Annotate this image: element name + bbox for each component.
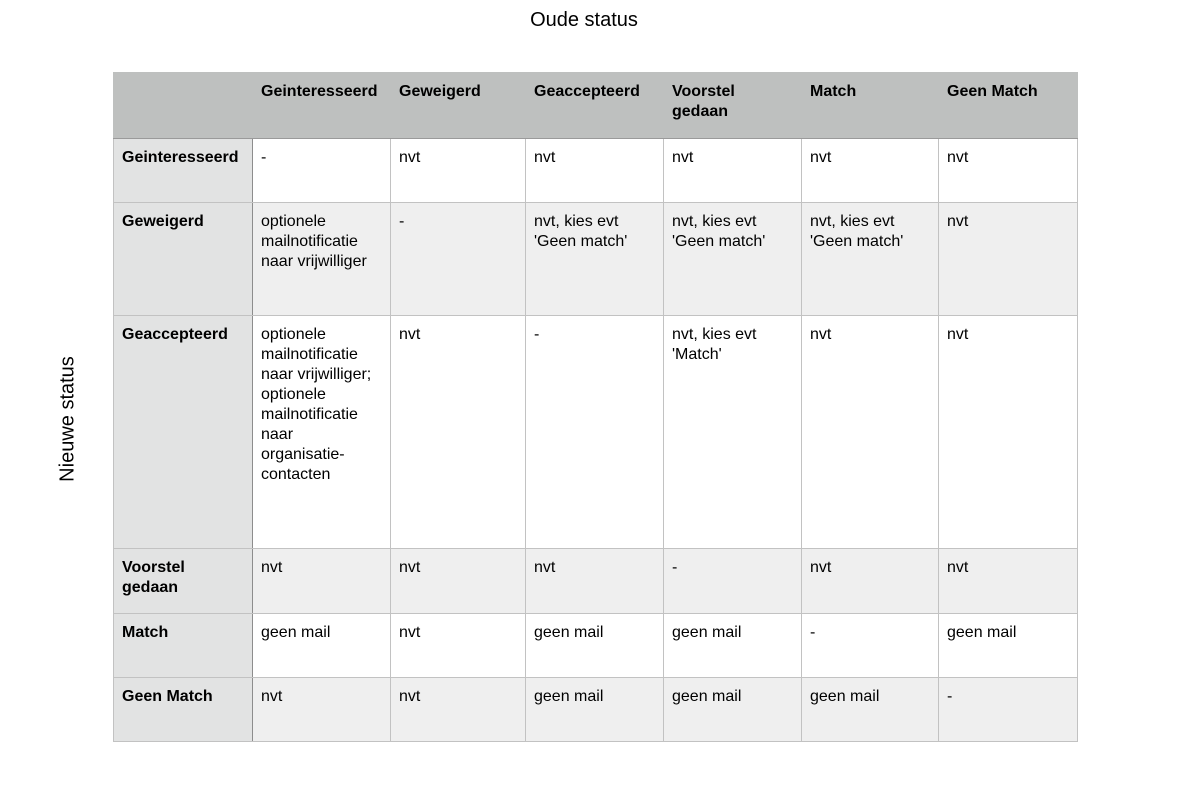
- column-header: Geinteresseerd: [253, 73, 391, 139]
- table-cell: optionele mailnotificatie naar vrijwilliger; optionele mailnotificatie naar organisatie- contacten: [253, 316, 391, 549]
- table-cell: -: [253, 139, 391, 203]
- table-cell: nvt: [391, 549, 526, 614]
- table-cell: nvt: [939, 203, 1078, 316]
- table-cell: nvt: [939, 549, 1078, 614]
- table-cell: geen mail: [526, 614, 664, 678]
- table-row: [114, 139, 1078, 203]
- table-cell: nvt: [664, 139, 802, 203]
- table-cell: geen mail: [664, 678, 802, 742]
- table-row: [114, 203, 1078, 316]
- table-cell: nvt: [391, 139, 526, 203]
- column-header: Geaccepteerd: [526, 73, 664, 139]
- table-cell: geen mail: [253, 614, 391, 678]
- table-cell: optionele mailnotificatie naar vrijwilliger: [253, 203, 391, 316]
- table-row: [114, 678, 1078, 742]
- table-cell: nvt: [939, 139, 1078, 203]
- table-cell: nvt: [526, 549, 664, 614]
- row-header: Geweigerd: [114, 203, 253, 316]
- corner-cell: [114, 73, 253, 139]
- column-header: Voorstel gedaan: [664, 73, 802, 139]
- table-cell: nvt: [802, 139, 939, 203]
- header-row: [114, 73, 1078, 139]
- table-cell: nvt, kies evt 'Geen match': [526, 203, 664, 316]
- table-cell: nvt, kies evt 'Geen match': [802, 203, 939, 316]
- table-cell: nvt: [802, 549, 939, 614]
- table-row: [114, 549, 1078, 614]
- table-cell: -: [664, 549, 802, 614]
- table-cell: nvt: [802, 316, 939, 549]
- table-row: [114, 614, 1078, 678]
- column-axis-title: Oude status: [530, 9, 638, 31]
- table-cell: nvt: [253, 678, 391, 742]
- status-transition-table: [113, 72, 1078, 742]
- table-cell: nvt: [391, 316, 526, 549]
- table-cell: -: [391, 203, 526, 316]
- table-cell: geen mail: [526, 678, 664, 742]
- table-row: [114, 316, 1078, 549]
- table-cell: nvt: [939, 316, 1078, 549]
- table-cell: nvt, kies evt 'Match': [664, 316, 802, 549]
- row-header: Voorstel gedaan: [114, 549, 253, 614]
- table-cell: -: [939, 678, 1078, 742]
- table-cell: geen mail: [939, 614, 1078, 678]
- row-header: Geinteresseerd: [114, 139, 253, 203]
- row-header: Geaccepteerd: [114, 316, 253, 549]
- table-cell: nvt: [391, 614, 526, 678]
- table-cell: -: [526, 316, 664, 549]
- row-header: Geen Match: [114, 678, 253, 742]
- table-cell: -: [802, 614, 939, 678]
- row-axis-title: Nieuwe status: [56, 356, 79, 482]
- column-header: Match: [802, 73, 939, 139]
- column-header: Geen Match: [939, 73, 1078, 139]
- table-cell: nvt: [526, 139, 664, 203]
- row-header: Match: [114, 614, 253, 678]
- column-header: Geweigerd: [391, 73, 526, 139]
- table-cell: geen mail: [802, 678, 939, 742]
- table-cell: nvt, kies evt 'Geen match': [664, 203, 802, 316]
- table-cell: nvt: [391, 678, 526, 742]
- table-cell: nvt: [253, 549, 391, 614]
- table-cell: geen mail: [664, 614, 802, 678]
